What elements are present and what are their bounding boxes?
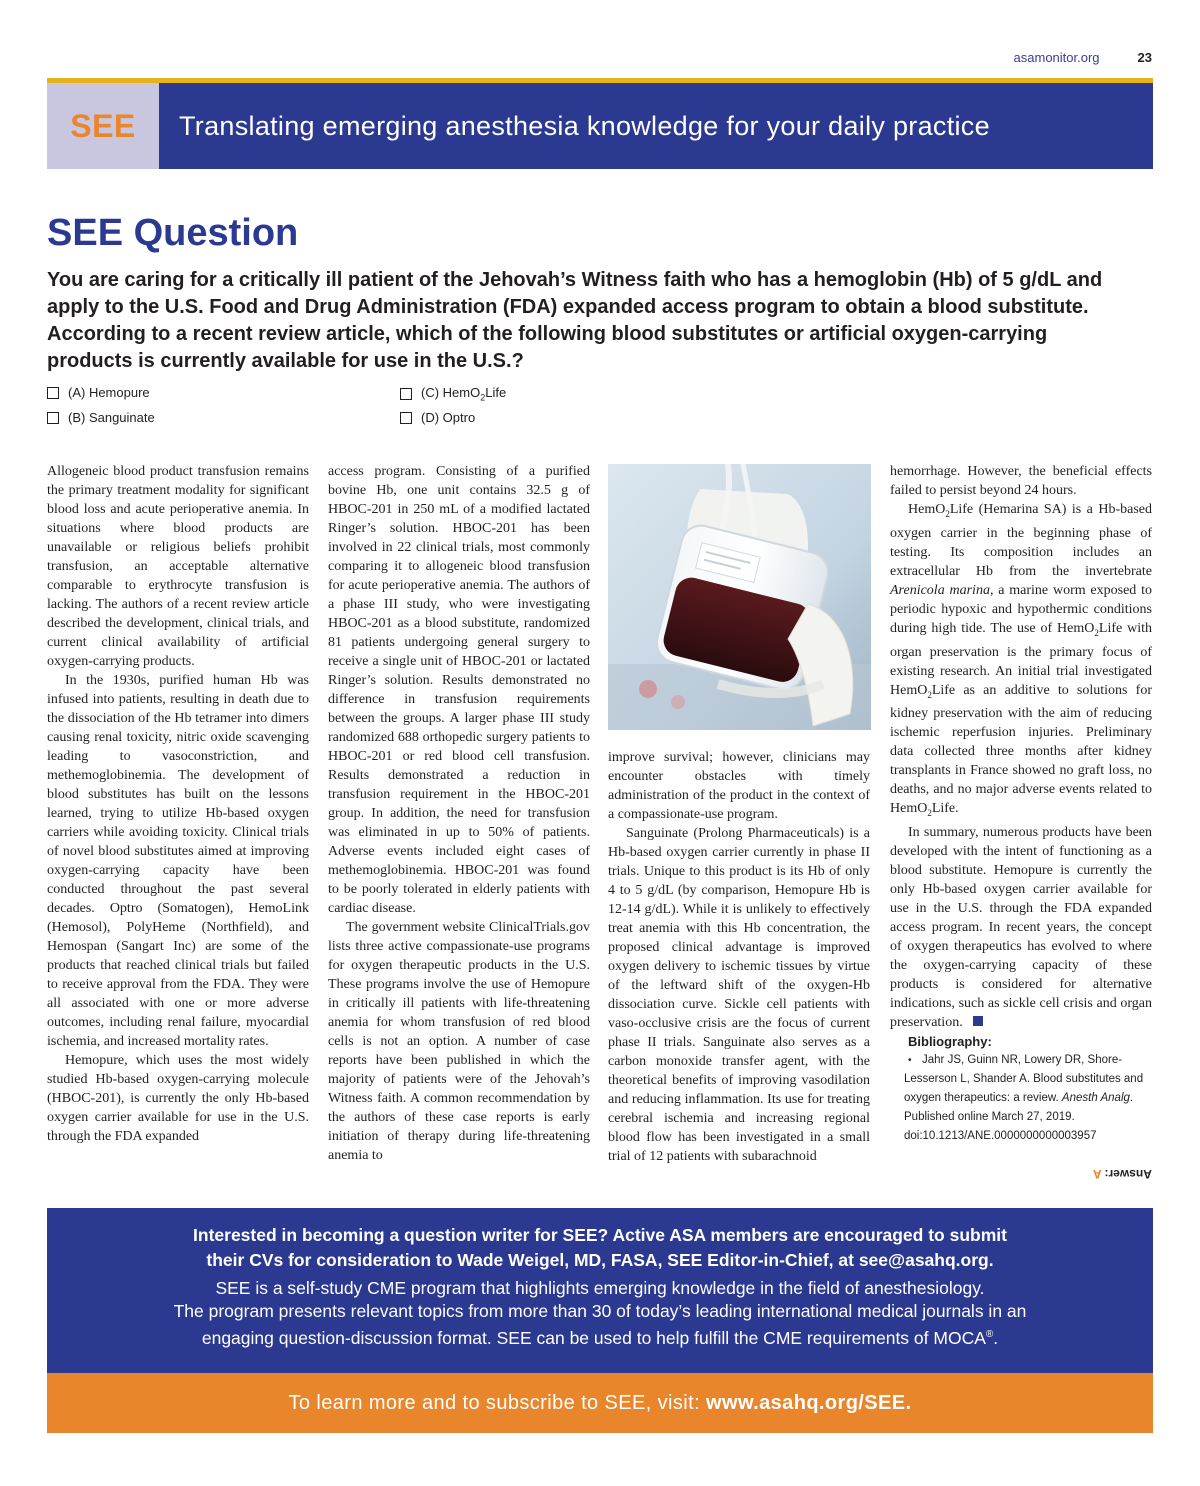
subscribe-link[interactable]: www.asahq.org/SEE. bbox=[706, 1391, 912, 1414]
question-title: SEE Question bbox=[47, 212, 299, 254]
col4-paragraph-hemo2life: HemO$_2$Life (Hemarina SA) is a Hb-based oxygen carrier in the beginning phase of testing. Its composition includes an extracellular Hb from the invertebrate Arenicola marina, a marine worm exposed to periodic hypoxic and hypothermic conditions during high tide. The use of HemO$_2$Life with organ preservation is the primary focus of existing research. An initial trial investigated HemO$_2$Life as an additive to solutions for kidney preservation with the aim of reducing ischemic reperfusion injuries. Preliminary data collected three months after kidney transplants in France showed no graft loss, no deaths, and no major adverse events related to HemO$_2$Life. bbox=[890, 502, 1153, 819]
page-number: 23 bbox=[1137, 50, 1152, 65]
blood-bag-illustration bbox=[608, 464, 871, 730]
promo-body-text: SEE is a self-study CME program that highlights emerging knowledge in the field of anesthesiology. The program presents relevant topics from more than 30 of today’s leading international medical journals in an engaging question-discussion format. SEE can be used to help fulfill the CME requirements of MOCA®. bbox=[173, 1278, 1027, 1348]
option-b[interactable] bbox=[47, 410, 155, 425]
option-d[interactable] bbox=[400, 410, 475, 425]
subscribe-text: To learn more and to subscribe to SEE, visit: bbox=[288, 1391, 701, 1414]
bibliography-title: Bibliography: bbox=[908, 1034, 992, 1050]
option-a[interactable] bbox=[47, 385, 150, 400]
answer-label: Answer: bbox=[1101, 1167, 1152, 1181]
bibliography-entry: • Jahr JS, Guinn NR, Lowery DR, Shore-Lesserson L, Shander A. Blood substitutes and oxygen therapeutics: a review. Anesth Analg. Published online March 27, 2019. doi:10.1213/ANE.0000000000003957 bbox=[890, 1051, 1152, 1146]
upside-down-answer bbox=[1093, 1167, 1152, 1181]
option-b-checkbox[interactable] bbox=[47, 412, 59, 424]
article-column-2 bbox=[328, 462, 590, 1165]
site-url[interactable]: asamonitor.org bbox=[1013, 50, 1100, 65]
col1-paragraph: Allogeneic blood product transfusion remains the primary treatment modality for significant blood loss and acute perioperative anemia. In situations where blood products are unavailable or religious beliefs prohibit transfusion, an acceptable alternative comparable to erythrocyte transfusion is lacking. The authors of a recent review article described the development, clinical trials, and current clinical availability of artificial oxygen-carrying products. bbox=[47, 464, 309, 669]
col3-paragraph: Sanguinate (Prolong Pharmaceuticals) is a Hb-based oxygen carrier currently in phase II trials. Unique to this product is its Hb of only 4 to 5 g/dL (by comparison, Hemopure Hb is 12-14 g/dL). While it is unlikely to effectively treat anemia with this Hb concentration, the proposed clinical advantage is improved oxygen delivery to ischemic tissues by virtue of the leftward shift of the oxygen-Hb dissociation curve. Sickle cell patients with vaso-occlusive crisis are the focus of current phase II trials. Sanguinate also serves as a carbon monoxide transfer agent, with the theoretical benefits of improving vasodilation and reducing inflammation. Its use for treating cerebral ischemia and increasing regional blood flow has been investigated in a small trial of 12 patients with subarachnoid bbox=[608, 826, 870, 1164]
blood-bag-photo bbox=[608, 464, 871, 730]
col3-paragraph: improve survival; however, clinicians may encounter obstacles with timely administration of the product in the context of a compassionate-use program. bbox=[608, 750, 870, 822]
article-column-1 bbox=[47, 462, 309, 1146]
col1-paragraph: Hemopure, which uses the most widely studied Hb-based oxygen-carrying molecule (HBOC-201), is currently the only Hb-based oxygen carrier available for use in the U.S. through the FDA expanded bbox=[47, 1053, 309, 1144]
question-text: You are caring for a critically ill patient of the Jehovah’s Witness faith who has a hemoglobin (Hb) of 5 g/dL and apply to the U.S. Food and Drug Administration (FDA) expanded access program to obtain a blood substitute. According to a recent review article, which of the following blood substitutes or artificial oxygen-carrying products is currently available for use in the U.S.? bbox=[47, 269, 1103, 372]
see-banner bbox=[47, 83, 1153, 169]
option-c-checkbox[interactable] bbox=[400, 388, 412, 400]
promo-bold-text: Interested in becoming a question writer for SEE? Active ASA members are encouraged to submit their CVs for consideration to Wade Weigel, MD, FASA, SEE Editor-in-Chief, at see@asahq.org. bbox=[193, 1225, 1007, 1270]
page-header bbox=[1014, 50, 1152, 65]
col4-paragraph: hemorrhage. However, the beneficial effects failed to persist beyond 24 hours. bbox=[890, 464, 1152, 498]
col2-paragraph: access program. Consisting of a purified bovine Hb, one unit contains 32.5 g of HBOC-201 in 250 mL of a modified lactated Ringer’s solution. HBOC-201 has been involved in 22 clinical trials, most commonly comparing it to allogeneic blood transfusion for acute perioperative anemia. The authors of a phase III study, who were investigating HBOC-201 as a blood substitute, randomized 81 patients undergoing general surgery to receive a single unit of HBOC-201 or lactated Ringer’s solution. Results demonstrated no difference in transfusion requirements between the groups. A larger phase III study randomized 688 orthopedic surgery patients to HBOC-201 or red blood cell transfusion. Results demonstrated a reduction in transfusion requirement in the HBOC-201 group. In addition, the need for transfusion was eliminated in up to 50% of patients. Adverse events included eight cases of methemoglobinemia. HBOC-201 was found to be poorly tolerated in elderly patients with cardiac disease. bbox=[328, 464, 590, 916]
question-writer-promo bbox=[47, 1208, 1153, 1373]
option-d-label: (D) Optro bbox=[421, 410, 476, 425]
option-c-label: (C) HemO$_2$Life bbox=[421, 385, 507, 403]
article-column-4 bbox=[890, 462, 1152, 1146]
article-column-3 bbox=[608, 748, 870, 1166]
col2-paragraph: The government website ClinicalTrials.gov lists three active compassionate-use programs for oxygen therapeutic products in the U.S. These programs involve the use of Hemopure in critically ill patients with life-threatening anemia for whom transfusion of red blood cells is not an option. A number of case reports have been published in which the majority of patients were of the Jehovah’s Witness faith. A common recommendation by the authors of these case reports is early initiation of therapy during life-threatening anemia to bbox=[328, 920, 590, 1163]
subscribe-bar bbox=[47, 1373, 1153, 1433]
option-a-checkbox[interactable] bbox=[47, 387, 59, 399]
option-c[interactable] bbox=[400, 385, 506, 403]
col1-paragraph: In the 1930s, purified human Hb was infused into patients, resulting in death due to the dissociation of the Hb tetramer into dimers causing renal toxicity, nitric oxide scavenging leading to vasoconstriction, and methemoglobinemia. The development of blood substitutes has built on the lessons learned, trying to utilize Hb-based oxygen carriers while avoiding toxicity. Clinical trials of novel blood substitutes aimed at improving oxygen-carrying capacity have been conducted throughout the past several decades. Optro (Somatogen), HemoLink (Hemosol), PolyHeme (Northfield), and Hemospan (Sangart Inc) are some of the products that reached clinical trials but failed to receive approval from the FDA. They were all associated with one or more adverse outcomes, including renal failure, myocardial ischemia, and increased mortality rates. bbox=[47, 673, 309, 1049]
option-d-checkbox[interactable] bbox=[400, 412, 412, 424]
option-b-label: (B) Sanguinate bbox=[68, 410, 155, 425]
banner-tagline: Translating emerging anesthesia knowledge for your daily practice bbox=[159, 83, 1153, 169]
see-logo: SEE bbox=[47, 83, 159, 169]
option-a-label: (A) Hemopure bbox=[68, 385, 150, 400]
answer-value: A bbox=[1093, 1167, 1102, 1181]
col4-paragraph-summary: In summary, numerous products have been developed with the intent of functioning as a blood substitute. Hemopure is currently the only Hb-based oxygen carrier available for use in the U.S. through the FDA expanded access program. In recent years, the concept of oxygen therapeutics has evolved to where the oxygen-carrying capacity of these products is considered for alternative indications, such as sickle cell crisis and organ preservation. bbox=[890, 825, 1152, 1031]
end-mark-icon bbox=[973, 1016, 983, 1026]
